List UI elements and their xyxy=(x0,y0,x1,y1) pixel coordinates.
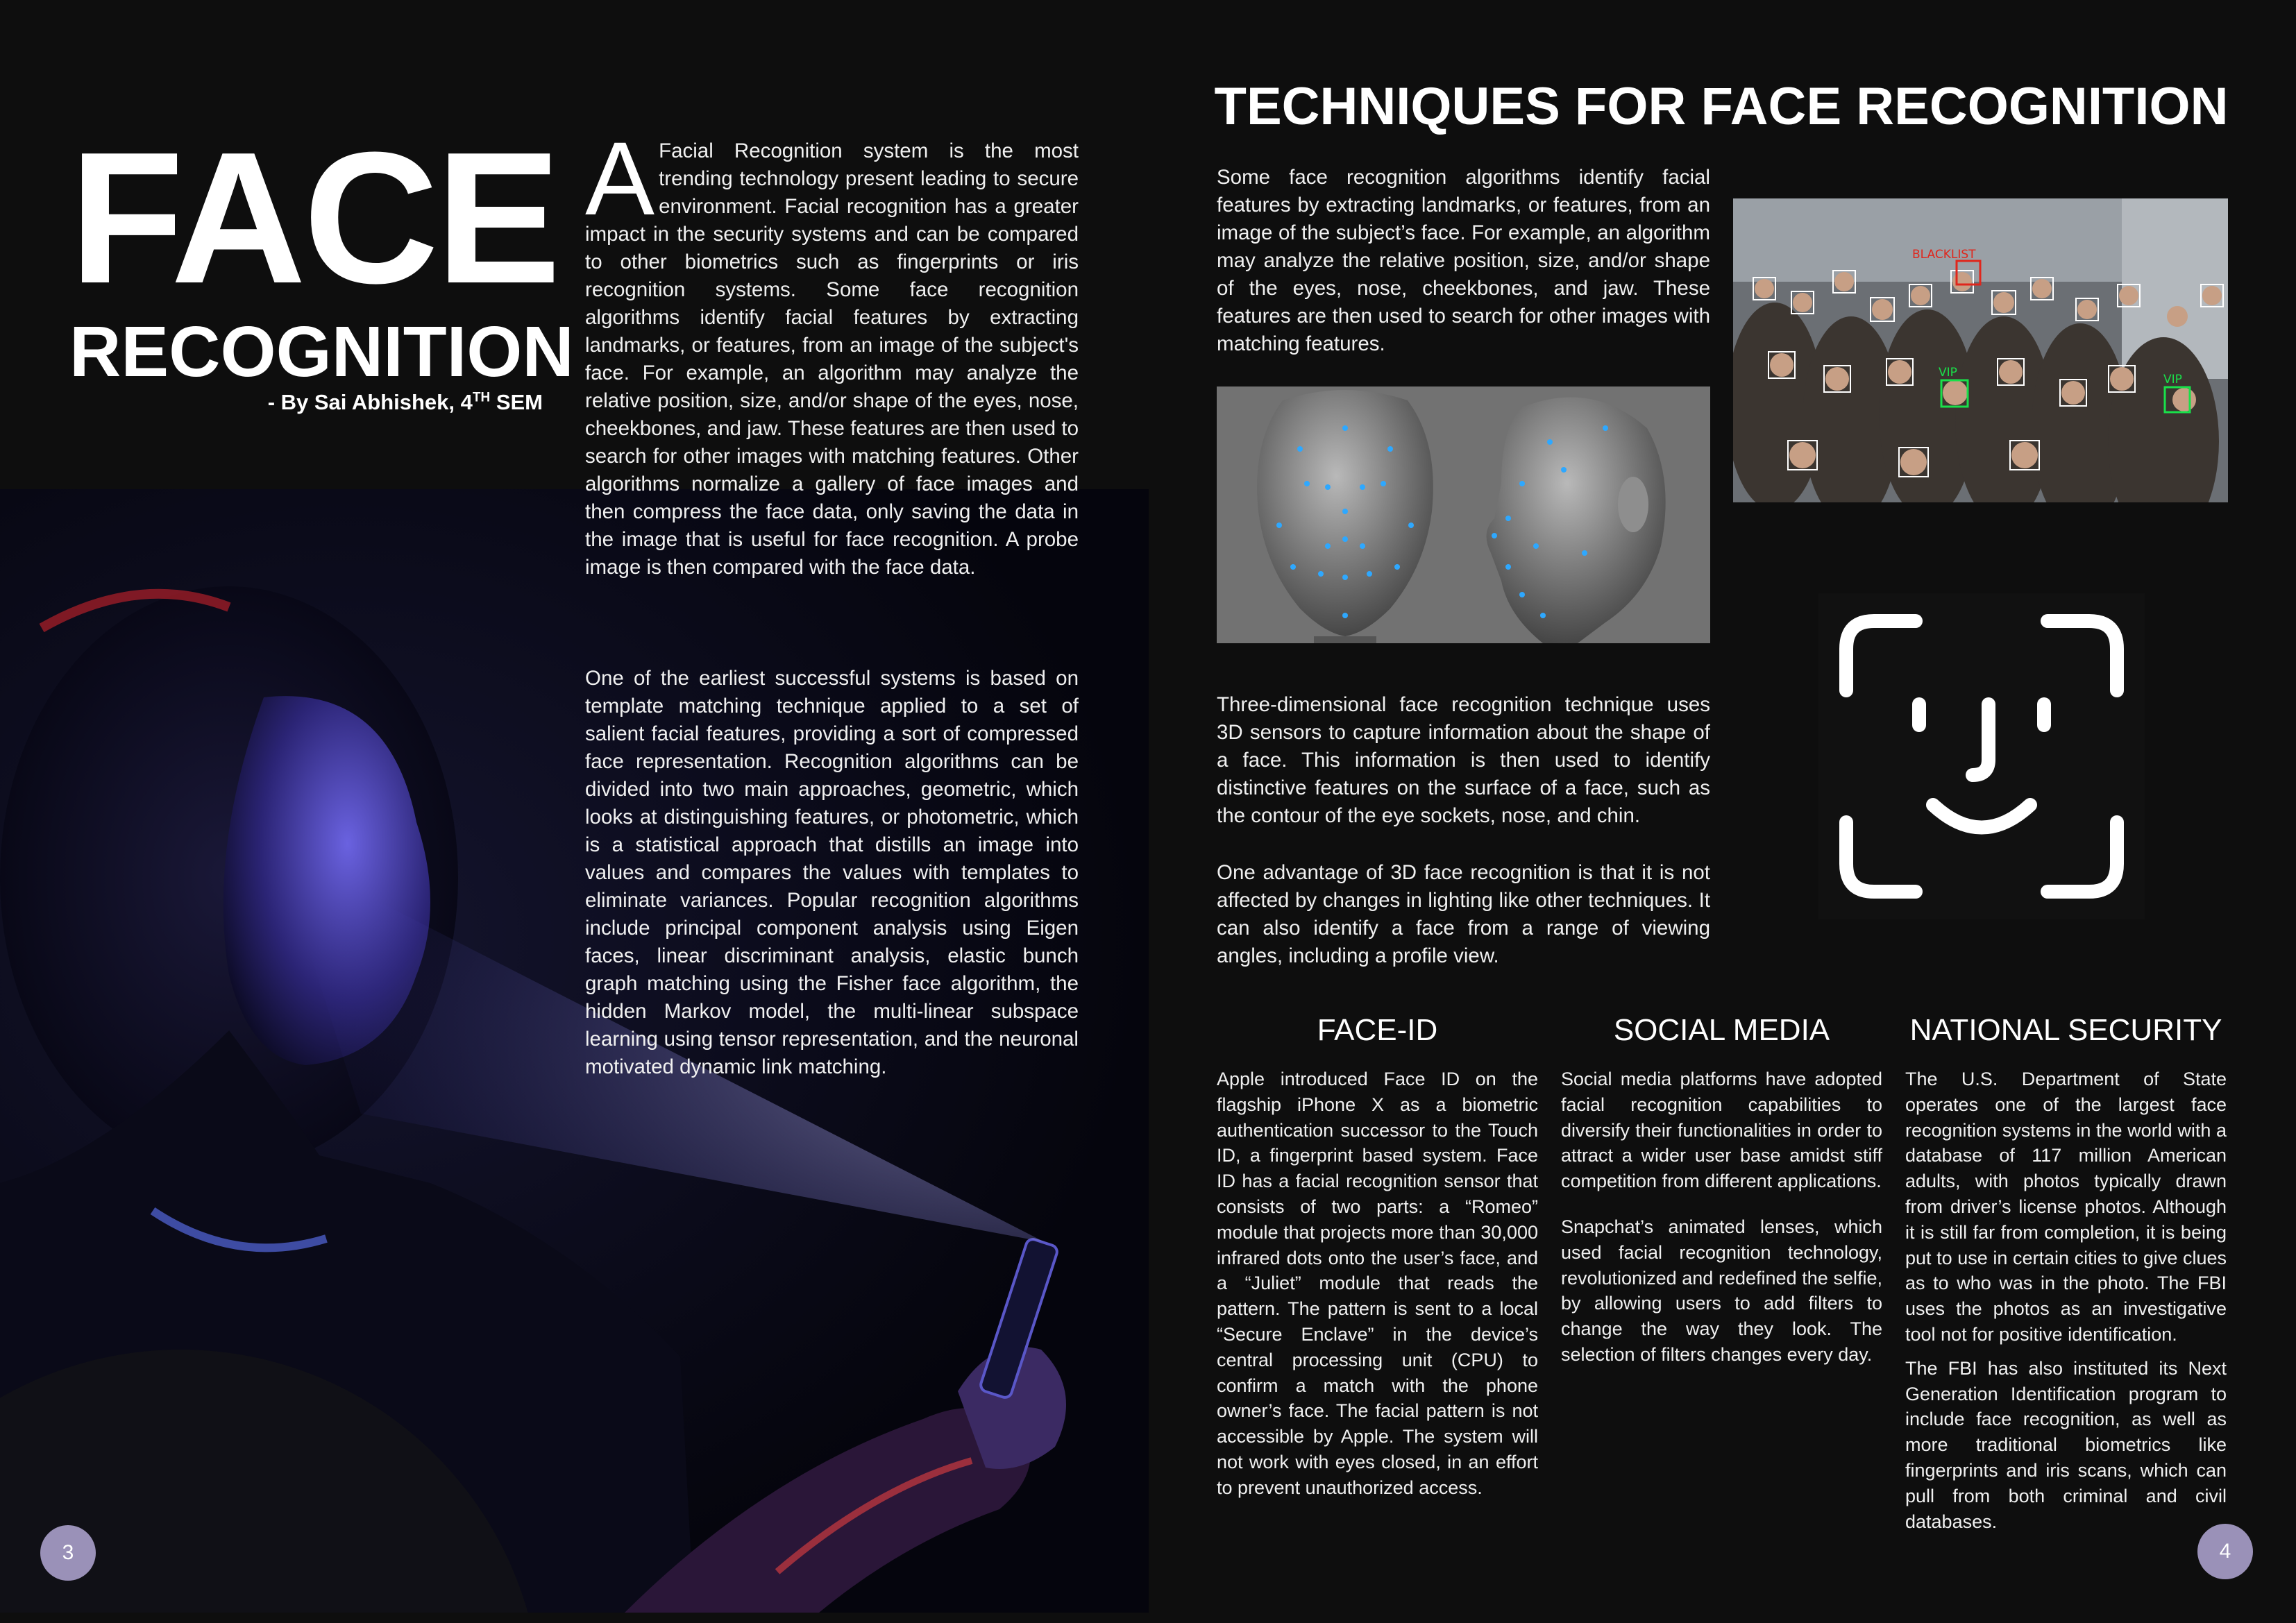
national-security-text-2: The FBI has also instituted its Next Generation Identification program to include face recognition, as well as more traditional biometrics like fingerprints and iris scans, which can pull from both criminal and civil databases. xyxy=(1905,1357,2227,1532)
title-recognition: RECOGNITION xyxy=(69,312,574,391)
heading-social-media: SOCIAL MEDIA xyxy=(1613,1013,1830,1047)
heading-national-security: NATIONAL SECURITY xyxy=(1909,1013,2222,1047)
para2-text: Three-dimensional face recognition technique uses 3D sensors to capture information about the shape of a face. This information is then used to identify distinctive features on the surface of a face, such as the contour of the eye sockets, nose, and chin. xyxy=(1217,693,1710,827)
techniques-paragraph-1 xyxy=(1217,164,1710,358)
intro-text: Facial Recognition system is the most trending technology present leading to secure environment. Facial recognition has a greater impact in the security systems and can be compared to other biometrics such as fingerprints or iris recognition systems. Some face recognition algorithms identify facial features by extracting landmarks, or features, from an image of the subject's face. For example, an algorithm may analyze the relative position, size, and/or shape of the eyes, nose, cheekbones, and jaw. These features are then used to search for other images with matching features. Other algorithms normalize a gallery of face images and then compress the face data, only saving the data in the image that is useful for face recognition. A probe image is then compared with the face data. xyxy=(585,139,1079,579)
para3-text: One advantage of 3D face recognition is that it is not affected by changes in lighting like other techniques. It can also identify a face from a range of viewing angles, including a profile view. xyxy=(1217,861,1710,967)
national-security-text-1: The U.S. Department of State operates one of the largest face recognition systems in the world with a database of 117 million American adults, with photos typically drawn from driver’s license photos. Although it is still far from completion, it is being put to use in certain cities to give clues as to who was in the photo. The FBI uses the photos as an investigative tool not for positive identification. xyxy=(1905,1069,2227,1345)
intro-paragraph xyxy=(585,120,1079,581)
byline-sup: TH xyxy=(472,390,491,405)
drop-cap: A xyxy=(585,120,655,237)
techniques-paragraph-2 xyxy=(1217,691,1710,830)
second-paragraph xyxy=(585,665,1079,1081)
byline-suffix: SEM xyxy=(490,390,543,414)
techniques-paragraph-3 xyxy=(1217,859,1710,970)
right-page-title: TECHNIQUES FOR FACE RECOGNITION xyxy=(1214,77,2229,136)
heading-face-id: FACE-ID xyxy=(1317,1013,1438,1047)
blacklist-label: BLACKLIST xyxy=(1912,248,1976,262)
social-media-column xyxy=(1561,1067,1882,1368)
vip-label-1: VIP xyxy=(1939,366,1957,380)
vip-label-2: VIP xyxy=(2163,373,2182,386)
second-text: One of the earliest successful systems is based on template matching technique applied to a set of salient facial features, providing a sort of compressed face representation. Recognition algorithms can be divided into two main approaches, geometric, which looks at distinguishing features, or photometric, which is a statistical approach that distills an image into values and compares the values with templates to eliminate variances. Popular recognition algorithms include principal component analysis using Eigen faces, linear discriminant analysis, elastic bunch graph matching using the Fisher face algorithm, the hidden Markov model, the multi-linear subspace learning using tensor representation, and the neuronal motivated dynamic link matching. xyxy=(585,667,1079,1078)
social-media-text-1: Social media platforms have adopted facial recognition capabilities to diversify their functionalities in order to attract a wider user base amidst stiff competition from different applications. xyxy=(1561,1069,1882,1192)
face-id-icon xyxy=(1818,593,2145,919)
social-media-text-2: Snapchat’s animated lenses, which used facial recognition technology, revolutionized and redefined the selfie, by allowing users to add filters to change the way they look. The selection of filters changes every day. xyxy=(1561,1216,1882,1365)
byline-prefix: - By Sai Abhishek, 4 xyxy=(267,390,473,414)
national-security-column xyxy=(1905,1067,2227,1534)
page-number-right: 4 xyxy=(2197,1524,2253,1579)
3d-head-landmarks-image xyxy=(1217,386,1710,643)
crowd-detection-photo xyxy=(1733,198,2228,502)
face-id-column xyxy=(1217,1067,1538,1501)
para1-text: Some face recognition algorithms identify facial features by extracting landmarks, or features, from an image of the subject’s face. For example, an algorithm may analyze the relative position, size, and/or shape of the eyes, nose, cheekbones, and jaw. These features are then used to search for other images with matching features. xyxy=(1217,166,1710,355)
page-number-left: 3 xyxy=(40,1525,96,1581)
byline xyxy=(69,390,543,415)
title-face: FACE xyxy=(69,114,559,323)
face-id-text: Apple introduced Face ID on the flagship iPhone X as a biometric authentication successor to the Touch ID, a fingerprint based system. Face ID has a facial recognition sensor that consists of two parts: a “Romeo” module that projects more than 30,000 infrared dots onto the user’s face, and a “Juliet” module that reads the pattern. The pattern is sent to a local “Secure Enclave” in the device’s central processing unit (CPU) to confirm a match with the phone owner’s face. The facial pattern is not accessible by Apple. The system will not work with eyes closed, in an effort to prevent unauthorized access. xyxy=(1217,1069,1538,1498)
